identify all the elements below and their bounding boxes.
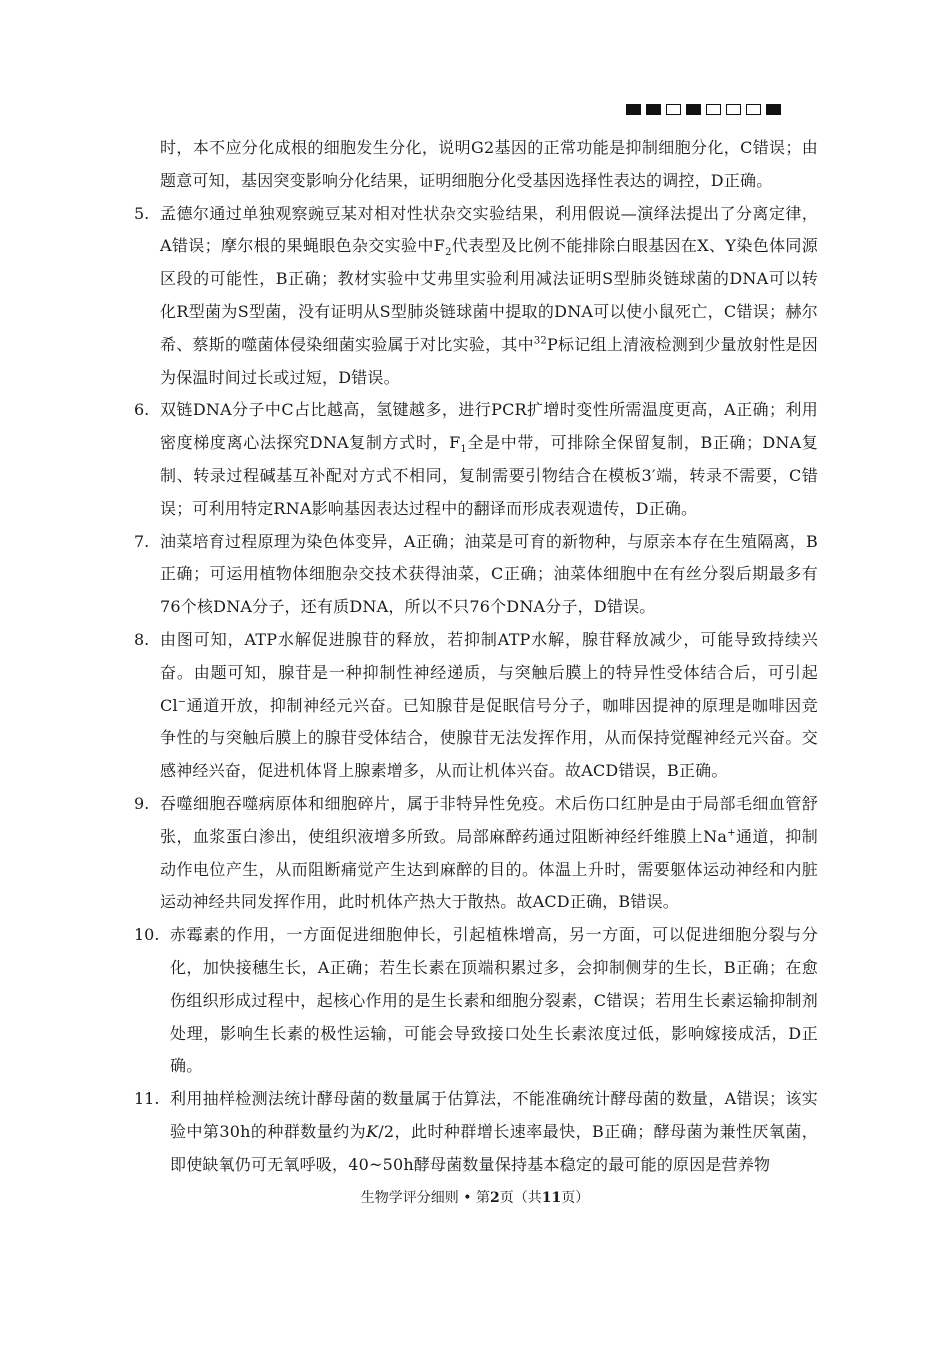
answer-item-6 — [134, 394, 818, 525]
answer-item-11 — [134, 1083, 818, 1181]
item-text: 利用抽样检测法统计酵母菌的数量属于估算法，不能准确统计酵母菌的数量，A错误；该实验中第30h的种群数量约为K/2，此时种群增长速率最快，B正确；酵母菌为兼性厌氧菌，即使缺氧仍可无氧呼吸，40~50h酵母菌数量保持基本稳定的最可能的原因是营养物 — [170, 1089, 819, 1174]
answer-content — [134, 132, 818, 1182]
answer-item-4-continued — [134, 132, 818, 198]
mark-filled — [686, 104, 701, 115]
mark-filled — [766, 104, 781, 115]
item-text: 吞噬细胞吞噬病原体和细胞碎片，属于非特异性免疫。术后伤口红肿是由于局部毛细血管舒张，血浆蛋白渗出，使组织液增多所致。局部麻醉药通过阻断神经纤维膜上Na+通道，抑制动作电位产生，从而阻断痛觉产生达到麻醉的目的。体温上升时，需要躯体运动神经和内脏运动神经共同发挥作用，此时机体产热大于散热。故ACD正确，B错误。 — [160, 793, 818, 912]
item-number: 6. — [134, 400, 150, 420]
item-text: 赤霉素的作用，一方面促进细胞伸长，引起植株增高，另一方面，可以促进细胞分裂与分化，加快接穗生长，A正确；若生长素在顶端积累过多，会抑制侧芽的生长，B正确；在愈伤组织形成过程中，起核心作用的是生长素和细胞分裂素，C错误；若用生长素运输抑制剂处理，影响生长素的极性运输，可能会导致接口处生长素浓度过低，影响嫁接成活，D正确。 — [170, 925, 818, 1076]
header-marks — [626, 104, 781, 115]
item-number: 8. — [134, 629, 150, 649]
item-text: 由图可知，ATP水解促进腺苷的释放，若抑制ATP水解，腺苷释放减少，可能导致持续兴奋。由题可知，腺苷是一种抑制性神经递质，与突触后膜上的特异性受体结合后，可引起Cl−通道开放，抑制神经元兴奋。已知腺苷是促眠信号分子，咖啡因提神的原理是咖啡因竞争性的与突触后膜上的腺苷受体结合，使腺苷无法发挥作用，从而保持觉醒神经元兴奋。交感神经兴奋，促进机体肾上腺素增多，从而让机体兴奋。故ACD错误，B正确。 — [160, 629, 818, 781]
item-text: 孟德尔通过单独观察豌豆某对相对性状杂交实验结果，利用假说—演绎法提出了分离定律，A错误；摩尔根的果蝇眼色杂交实验中$F_2$代表型及比例不能排除白眼基因在X、Y染色体同源区段的可能性，B正确；教材实验中艾弗里实验利用减法证明S型肺炎链球菌的DNA可以转化R型菌为S型菌，没有证明从S型肺炎链球菌中提取的DNA可以使小鼠死亡，C错误；赫尔希、蔡斯的噬菌体侵染细菌实验属于对比实验，其中$^{32}$P标记组上清液检测到少量放射性是因为保温时间过长或过短，D错误。 — [160, 203, 818, 387]
item-text: 油菜培育过程原理为染色体变异，A正确；油菜是可育的新物种，与原亲本存在生殖隔离，B正确；可运用植物体细胞杂交技术获得油菜，C正确；油菜体细胞中在有丝分裂后期最多有76个核DNA分子，还有质DNA，所以不只76个DNA分子，D错误。 — [160, 531, 818, 617]
page-footer: 生物学评分细则 • 第2页（共11页） — [360, 1190, 590, 1206]
item-text: 双链DNA分子中C占比越高，氢键越多，进行PCR扩增时变性所需温度更高，A正确；利用密度梯度离心法探究DNA复制方式时，$F_1$全是中带，可排除全保留复制，B正确；DNA复制、转录过程碱基互补配对方式不相同，复制需要引物结合在模板3′端，转录不需要，C错误；可利用特定RNA影响基因表达过程中的翻译而形成表观遗传，D正确。 — [160, 400, 818, 518]
item-text: 时，本不应分化成根的细胞发生分化，说明G2基因的正常功能是抑制细胞分化，C错误；由题意可知，基因突变影响分化结果，证明细胞分化受基因选择性表达的调控，D正确。 — [160, 138, 818, 190]
answer-item-10 — [134, 919, 818, 1083]
item-number: 10. — [134, 925, 160, 945]
answer-item-8 — [134, 624, 818, 788]
mark-filled — [646, 104, 661, 115]
item-number: 11. — [134, 1089, 160, 1109]
mark-empty — [706, 104, 721, 115]
mark-empty — [666, 104, 681, 115]
item-number: 7. — [134, 531, 150, 551]
item-number — [134, 132, 160, 198]
item-number: 9. — [134, 793, 150, 813]
mark-empty — [746, 104, 761, 115]
mark-filled — [626, 104, 641, 115]
answer-item-9 — [134, 788, 818, 919]
answer-item-7 — [134, 526, 818, 624]
item-number: 5. — [134, 203, 150, 223]
answer-item-5 — [134, 198, 818, 395]
mark-empty — [726, 104, 741, 115]
